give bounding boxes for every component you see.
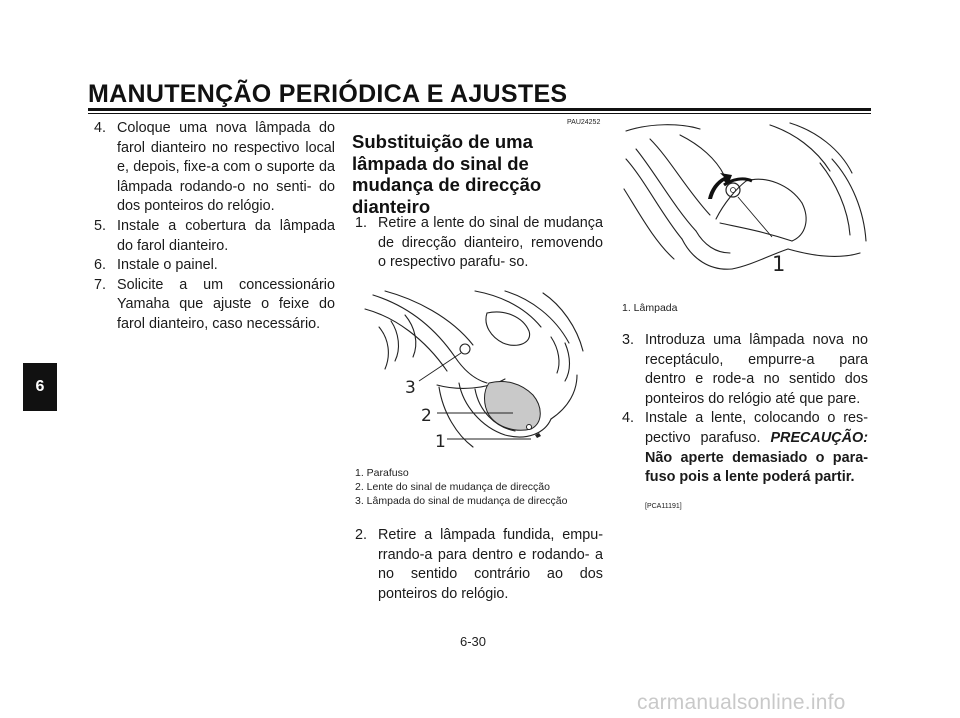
leader-line-3 — [419, 353, 461, 381]
figure-label-1: 1 — [435, 432, 446, 452]
step-text: Instale a lente, colocando o res- pectivo parafuso. — [645, 410, 868, 446]
figure-label-2: 2 — [421, 406, 432, 426]
step-text: Coloque uma nova lâmpada do farol dianteiro no respectivo local e, depois, fixe-a com o suporte da lâmpada rodando-o no senti- do dos ponteiros do relógio. — [117, 120, 335, 215]
step-number: 5. — [94, 217, 107, 234]
caption-item: 2. Lente do sinal de mudança de direcção — [355, 481, 550, 493]
step-number: 3. — [622, 332, 635, 348]
title-rule — [88, 108, 871, 111]
step-text: Retire a lâmpada fundida, empu- rrando-a para dentro e rodando- a no sentido contrário ao dos ponteiros do relógio. — [378, 527, 603, 602]
step-2 — [355, 526, 603, 604]
bulb-socket-marker — [460, 344, 470, 354]
step-text: Retire a lente do sinal de mudança de direcção dianteiro, removendo o respectivo parafu- so. — [378, 215, 603, 271]
page-title: MANUTENÇÃO PERIÓDICA E AJUSTES — [88, 80, 568, 108]
step-number: 6. — [94, 257, 107, 274]
title-rule-thin — [88, 113, 871, 114]
section-heading: Substituição de uma lâmpada do sinal de mudança de direcção dianteiro — [352, 131, 542, 217]
step-4 — [622, 409, 868, 516]
bulb-socket-illustration — [620, 119, 870, 294]
chapter-tab-label: 6 — [35, 378, 45, 395]
document-code: PAU24252 — [567, 119, 601, 126]
chapter-tab[interactable] — [23, 363, 57, 411]
caution-code: [PCA11191] — [645, 502, 682, 510]
lens-shape — [485, 382, 541, 431]
step-text: Solicite a um concessionário Yamaha que ajuste o feixe do farol dianteiro, caso necessário. — [117, 276, 335, 332]
caption-item: 3. Lâmpada do sinal de mudança de direcção — [355, 495, 568, 507]
step-number: 1. — [355, 215, 368, 231]
col2-steps-a — [355, 214, 603, 273]
page-number: 6-30 — [460, 634, 487, 649]
turn-signal-lens-illustration — [355, 287, 605, 457]
step-number: 4. — [622, 410, 635, 427]
step-7 — [94, 276, 335, 335]
step-text: Introduza uma lâmpada nova no receptáculo, empurre-a para dentro e rode-a no sentido dos ponteiros do relógio até que pare. — [645, 332, 868, 407]
col1-steps — [94, 119, 335, 335]
col3-steps — [622, 331, 868, 516]
bulb-marker — [726, 183, 740, 197]
step-number: 7. — [94, 276, 107, 293]
step-5 — [94, 217, 335, 256]
screw-marker — [527, 425, 532, 430]
caution-text: Não aperte demasiado o para- fuso pois a lente poderá partir. — [645, 449, 868, 486]
step-6 — [94, 256, 335, 276]
step-text: Instale o painel. — [117, 257, 218, 274]
step-4 — [94, 119, 335, 217]
step-1 — [355, 214, 603, 273]
caption-item: 1. Lâmpada — [622, 302, 678, 314]
step-number: 2. — [355, 527, 368, 543]
step-number: 4. — [94, 120, 107, 136]
figure-label-3: 3 — [405, 378, 416, 398]
step-text: Instale a cobertura da lâmpada do farol dianteiro. — [117, 217, 335, 254]
caption-item: 1. Parafuso — [355, 467, 409, 479]
figure1-captions — [355, 466, 615, 508]
step-3 — [622, 331, 868, 409]
figure2-captions — [622, 301, 862, 315]
watermark: carmanualsonline.info — [637, 691, 846, 714]
figure-label-1: 1 — [772, 252, 786, 276]
caution-label: PRECAUÇÃO: — [770, 429, 868, 446]
col2-steps-b — [355, 526, 603, 604]
